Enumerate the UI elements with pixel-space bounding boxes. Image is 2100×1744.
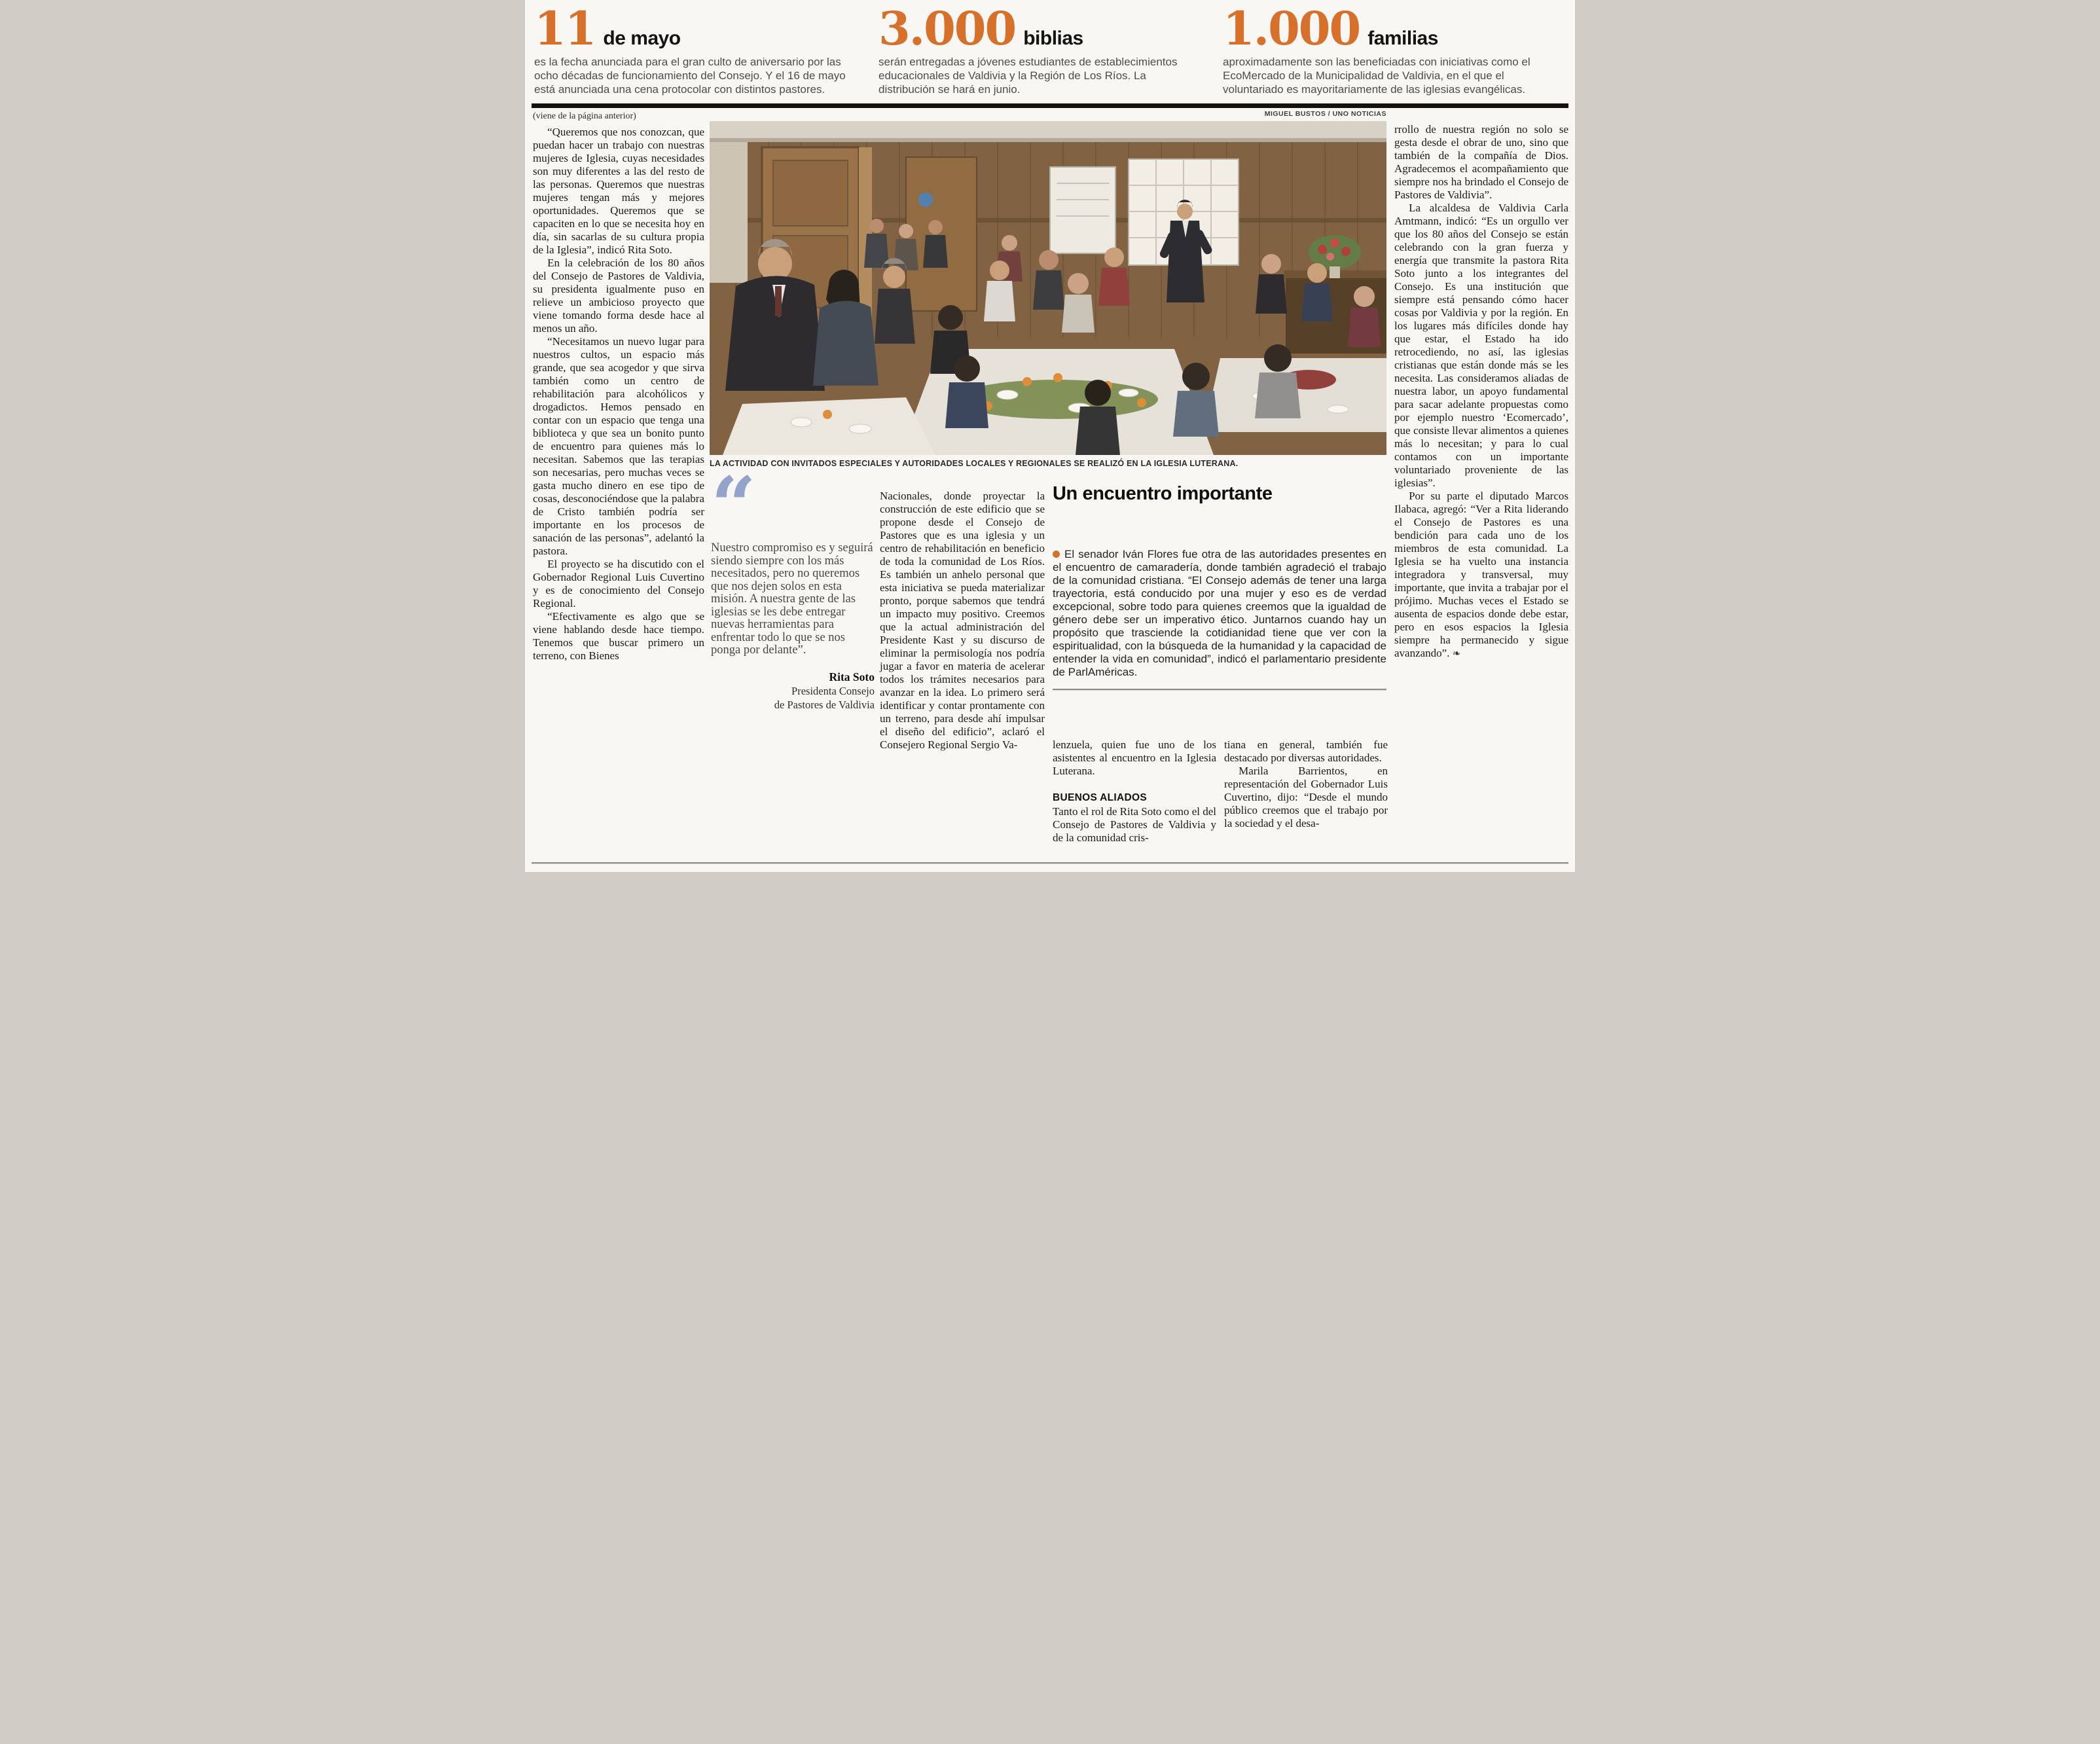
sidebar-rule — [1053, 689, 1386, 691]
stat-number: 11 — [534, 1, 596, 56]
paragraph — [1394, 490, 1568, 661]
stat-block-biblias — [878, 1, 1206, 96]
subhead-buenos-aliados: BUENOS ALIADOS — [1053, 792, 1147, 803]
paragraph: La alcaldesa de Valdivia Carla Amtmann, indicó: “Es un orgullo ver que los 80 años del Consejo se están celebrando con la gran fuerza y energía que transmite la pastora Rita Soto junto a los integrantes del Consejo. Es una institución que siempre está pensando cómo hacer cosas por Valdivia y por la región. En los lugares más difíciles donde hay que estar, el Estado ha ido retrocediendo, no así, las iglesias cristianas que están donde más se les necesita. Las consideramos aliadas de nuestra labor, un apoyo fundamental para sacar adelante propuestas como por ejemplo nuestro ‘Ecomercado’, que consiste llevar alimentos a quienes más lo necesitan; y para lo cual contamos con un importante voluntariado proveniente de las iglesias”. — [1394, 202, 1568, 489]
stat-description: aproximadamente son las beneficiadas con iniciativas como el EcoMercado de la Municipalidad de Valdivia, en el que el voluntariado es mayoritariamente de las iglesias evangélicas. — [1223, 56, 1530, 96]
article-column-5 — [1224, 738, 1388, 830]
paragraph: “Necesitamos un nuevo lugar para nuestros cultos, un espacio más grande, que sea acogedor y que sirva también como un centro de rehabilitación para alcohólicos y drogadictos. Hemos pensado en contar con un espacio que tenga una biblioteca y que sea un bonito punto de encuentro para quienes más lo necesitan. Sabemos que las terapias son necesarias, pero muchas veces se gasta mucho dinero en ese tipo de cosas, desconociéndose que la palabra de Cristo también podría ser importante en los procesos de sanación de las personas”, adelantó la pastora. — [533, 335, 704, 557]
paragraph: “Efectivamente es algo que se viene hablando desde hace tiempo. Tenemos que buscar primero un terreno, con Bienes — [533, 610, 704, 662]
newspaper-page — [525, 0, 1575, 872]
article-column-3 — [880, 490, 1045, 752]
end-mark: ❧ — [1452, 649, 1461, 659]
paragraph-text: Por su parte el diputado Marcos Ilabaca, agregó: “Ver a Rita liderando el Consejo de Pastores es una bendición para cada uno de los miembros de esta comunidad. La Iglesia se ha vuelto una instancia integradora y transversal, muy importante, que invita a trabajar por el prójimo. Muchas veces el Estado se ausenta de espacios donde debe estar, pero en esos espacios la Iglesia siempre ha permanecido y sigue avanzando”. — [1394, 490, 1568, 659]
article-column-6 — [1394, 123, 1568, 661]
pull-quote-author: Rita Soto — [829, 670, 875, 683]
event-photo — [710, 121, 1386, 455]
stat-description: serán entregadas a jóvenes estudiantes de establecimientos educacionales de Valdivia y la Región de Los Ríos. La distribución se hará en junio. — [878, 56, 1178, 96]
sidebar-paragraph — [1053, 548, 1386, 679]
stat-head — [1223, 1, 1563, 56]
sidebar-box — [1053, 483, 1386, 679]
stat-block-fecha — [534, 1, 861, 96]
pull-quote-text: Nuestro compromiso es y seguirá siendo siempre con los más necesitados, pero no queremos que nos dejen solos en esta misión. A nuestra gente de las iglesias se les debe entregar nuevas herramientas para enfrentar todo lo que se nos ponga por delante”. — [711, 541, 873, 657]
paragraph: Nacionales, donde proyectar la construcción de este edificio que se propone desde el Consejo de Pastores que es una iglesia y un centro de rehabilitación en beneficio de toda la comunidad de Los Ríos. Es también un anhelo personal que esta iniciativa se pueda materializar pronto, porque sabemos que tendrá un impacto muy positivo. Creemos que la actual administración del Presidente Kast y su discurso de eliminar la permisología nos podría jugar a favor en materia de acelerar todos los trámites necesarios para avanzar en la idea. Lo primero será identificar y contar prontamente con un terreno, para desde ahí impulsar el diseño del edificio”, aclaró el Consejero Regional Sergio Va- — [880, 490, 1045, 751]
photo-credit: MIGUEL BUSTOS / UNO NOTICIAS — [1264, 110, 1386, 118]
paragraph: En la celebración de los 80 años del Consejo de Pastores de Valdivia, su presidenta igualmente puso en relieve un ambicioso proyecto que viene tomando forma desde hace al menos un año. — [533, 257, 704, 335]
stat-label: de mayo — [603, 27, 681, 49]
paragraph: rrollo de nuestra región no solo se gesta desde el obrar de uno, sino que también de la compañía de Dios. Agradecemos el acompañamiento que siempre nos ha brindado el Consejo de Pastores de Valdivia”. — [1394, 123, 1568, 201]
bottom-rule — [532, 862, 1568, 864]
sidebar-paragraph-text: El senador Iván Flores fue otra de las autoridades presentes en el encuentro de camaradería, donde también agradeció el trabajo de la comunidad cristiana. “El Consejo además de tener una larga trayectoria, está conducido por una mujer y eso es de verdad excepcional, sobre todo para quienes creemos que la igualdad de género debe ser un imperativo ético. Juntarnos cuando hay un propósito que trasciende la cotidianidad tiene que ver con la espiritualidad, con la búsqueda de la humanidad y la capacidad de entender la vida en comunidad”, indicó el parlamentario presidente de ParlAméricas. — [1053, 548, 1386, 678]
paragraph: Marila Barrientos, en representación del Gobernador Luis Cuvertino, dijo: “Desde el mundo público creemos que el trabajo por la sociedad y el desa- — [1224, 765, 1388, 829]
pull-quote-author-title: de Pastores de Valdivia — [774, 698, 875, 711]
sidebar-title: Un encuentro importante — [1053, 483, 1273, 504]
stat-head — [534, 1, 861, 56]
pull-quote-author-title: Presidenta Consejo — [791, 684, 875, 697]
bullet-icon — [1053, 551, 1060, 558]
continuation-note: (viene de la página anterior) — [533, 111, 636, 121]
article-column-4 — [1053, 738, 1216, 845]
stat-description: es la fecha anunciada para el gran culto de aniversario por las ocho décadas de funcionamiento del Consejo. Y el 16 de mayo está anunciada una cena protocolar con distintos pastores. — [534, 56, 846, 96]
paragraph: “Queremos que nos conozcan, que puedan hacer un trabajo con nuestras mujeres de Iglesia, cuyas necesidades son muy diferentes a las del resto de las personas. Queremos que nuestras mujeres tengan más y mejores oportunidades. Queremos que se capaciten en lo que se necesita hoy en día, sin sacarlas de su cultura propia de la Iglesia”, indicó Rita Soto. — [533, 126, 704, 256]
stat-block-familias — [1223, 1, 1563, 96]
paragraph: Tanto el rol de Rita Soto como el del Consejo de Pastores de Valdivia y de la comunidad cris- — [1053, 805, 1216, 844]
article-column-1 — [533, 126, 704, 663]
event-photo-illustration — [710, 121, 1386, 455]
pull-quote — [711, 460, 875, 712]
paragraph: lenzuela, quien fue uno de los asistentes al encuentro en la Iglesia Luterana. — [1053, 738, 1216, 777]
quote-mark-icon: “ — [711, 460, 753, 552]
paragraph: tiana en general, también fue destacado por diversas autoridades. — [1224, 738, 1388, 764]
section-divider-rule — [532, 103, 1568, 108]
photo-caption: LA ACTIVIDAD CON INVITADOS ESPECIALES Y AUTORIDADES LOCALES Y REGIONALES SE REALIZÓ EN LA IGLESIA LUTERANA. — [710, 459, 1239, 468]
stat-number: 3.000 — [878, 1, 1016, 56]
stat-label: biblias — [1023, 27, 1083, 49]
stat-head — [878, 1, 1206, 56]
stat-number: 1.000 — [1223, 1, 1360, 56]
stat-label: familias — [1367, 27, 1438, 49]
paragraph: El proyecto se ha discutido con el Gobernador Regional Luis Cuvertino y es de conocimiento del Consejo Regional. — [533, 558, 704, 609]
